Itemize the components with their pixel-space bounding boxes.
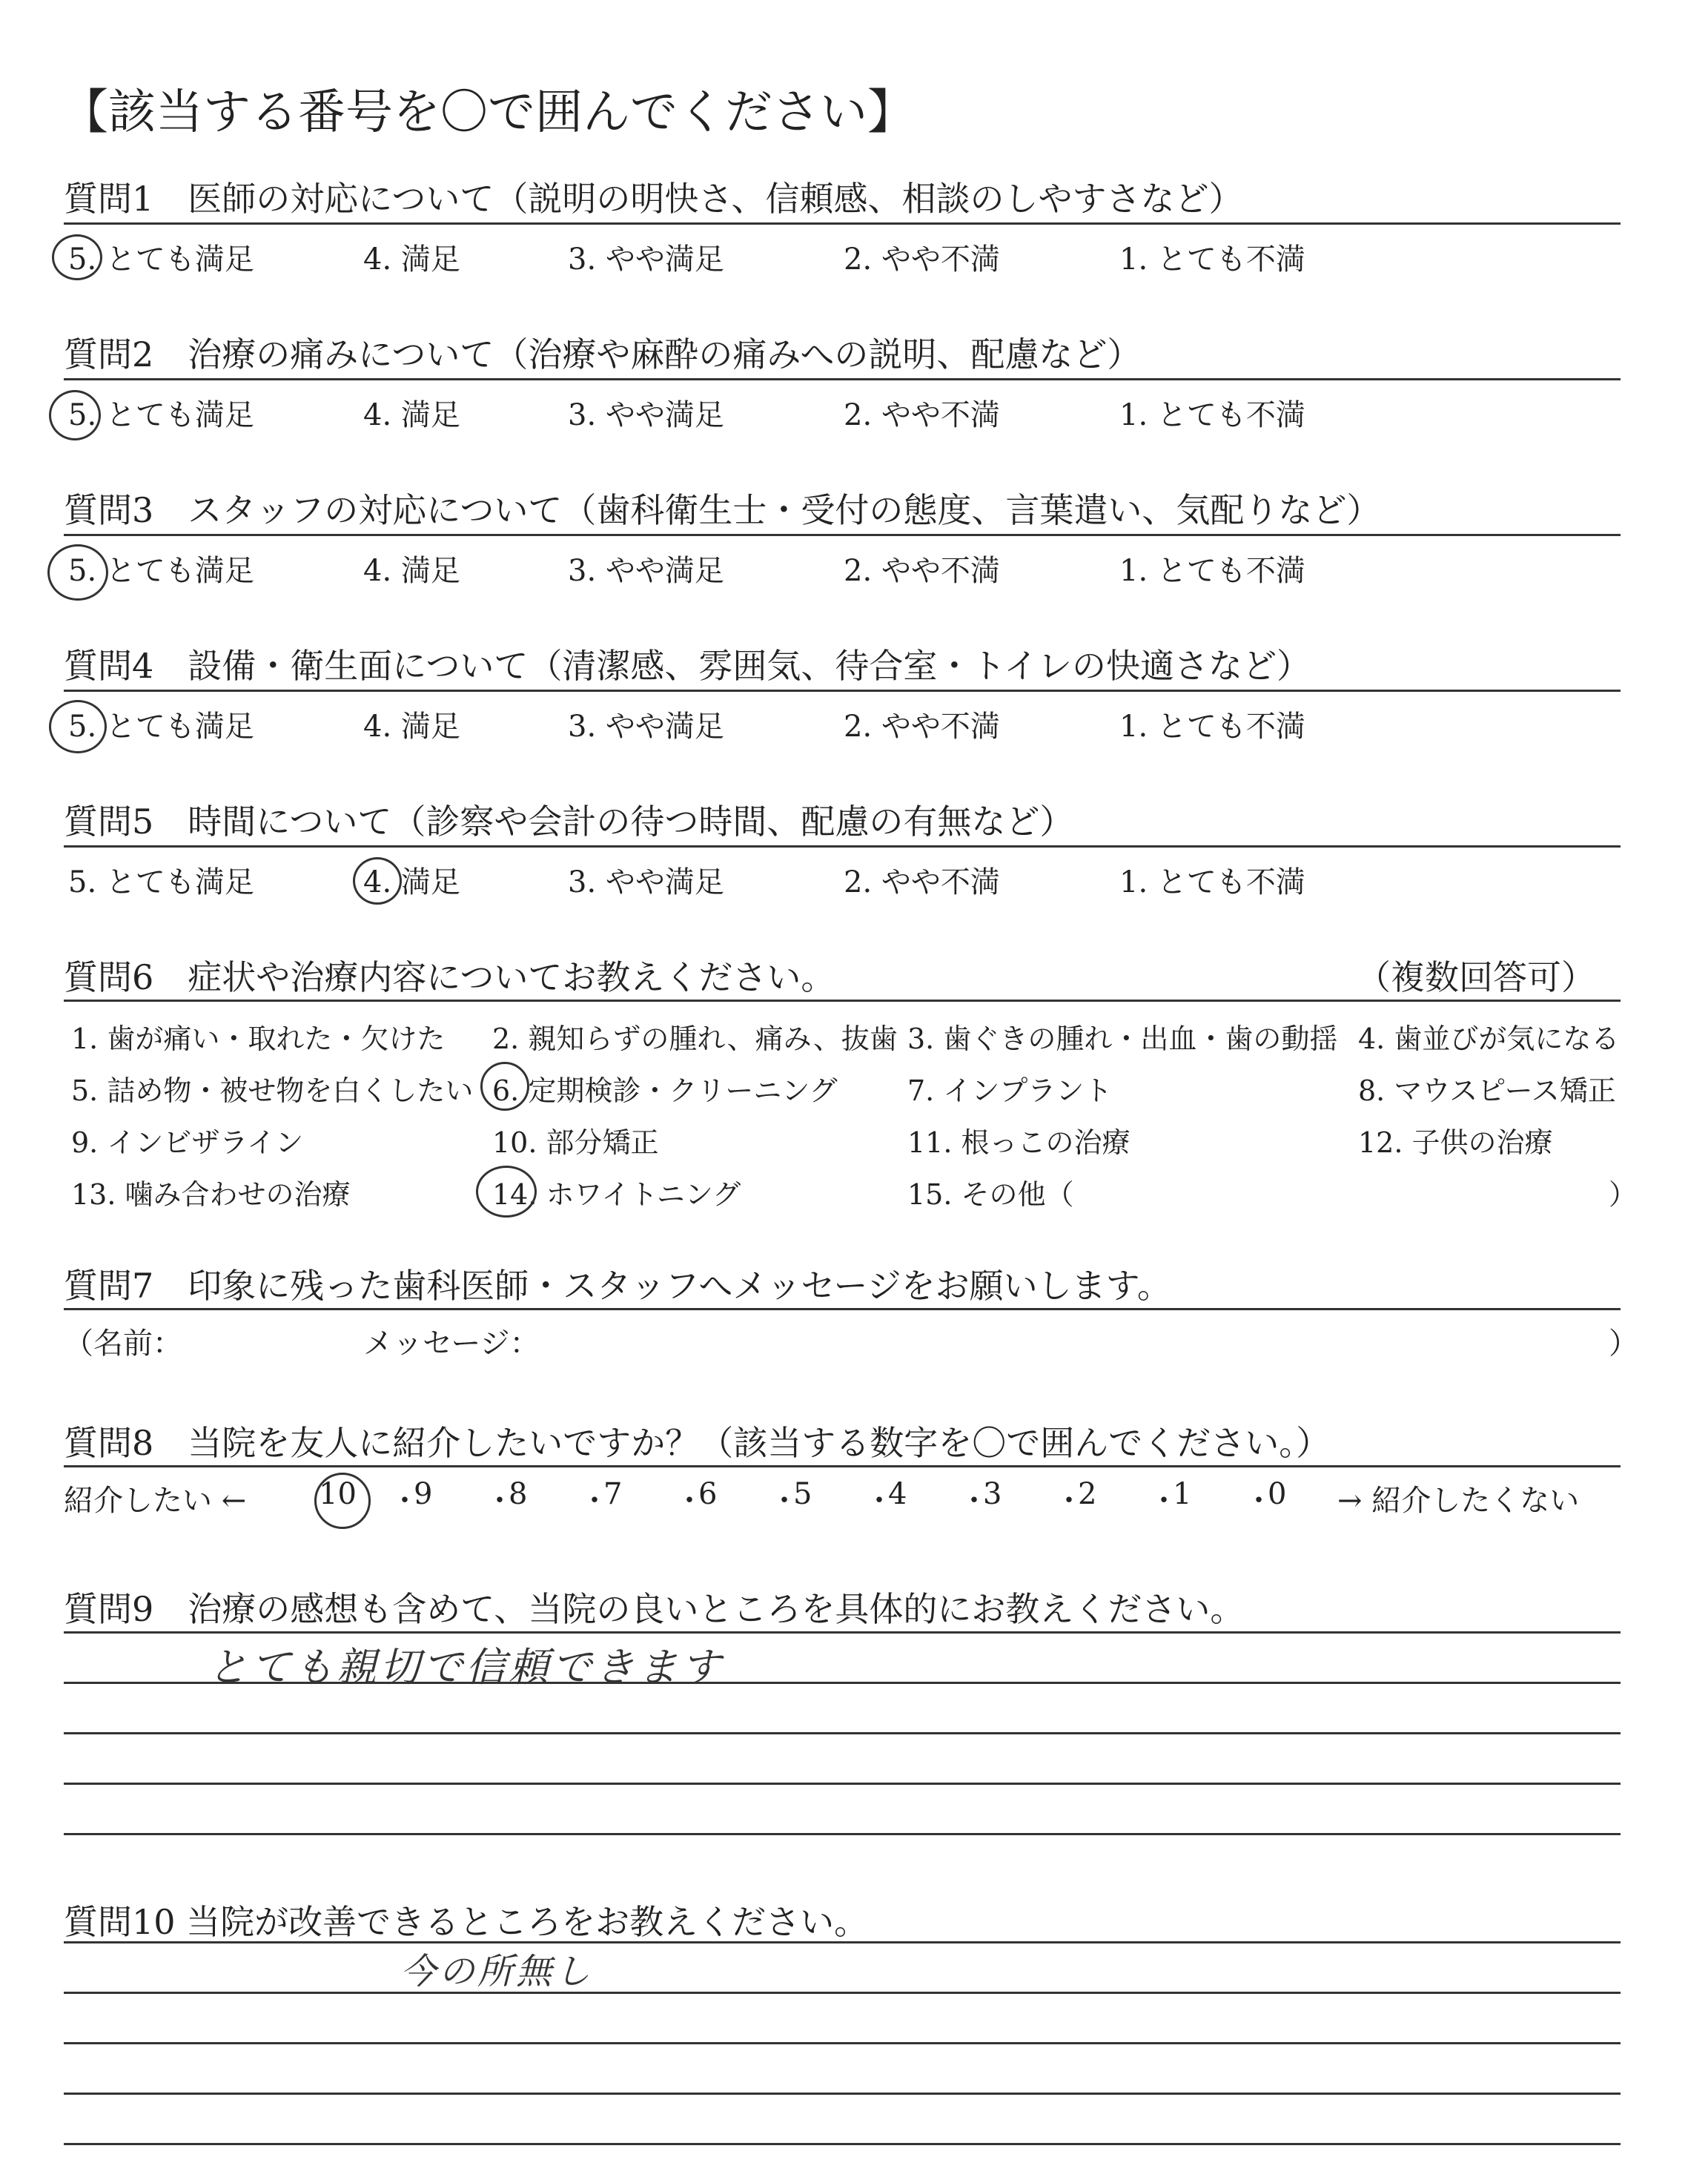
q6-note: （複数回答可） <box>1357 957 1595 997</box>
q6-option-12[interactable]: 12. 子供の治療 <box>1358 1126 1553 1159</box>
q9-rule-2 <box>64 1682 1621 1684</box>
q8-scale-0[interactable]: 0 <box>1268 1477 1287 1511</box>
q8-scale-separator: ・ <box>1149 1484 1179 1518</box>
q4-rule <box>64 690 1621 692</box>
q8-scale-separator: ・ <box>675 1484 704 1518</box>
q6-rule <box>64 1000 1621 1002</box>
q9-rule-5 <box>64 1833 1621 1835</box>
q8-right-label: → 紹介したくない <box>1337 1484 1580 1518</box>
q2-option-1[interactable]: 1. とても不満 <box>1119 398 1305 432</box>
q5-option-1[interactable]: 1. とても不満 <box>1119 865 1305 899</box>
q5-selection-circle <box>353 857 402 905</box>
q7-rule <box>64 1308 1621 1310</box>
q1-rule <box>64 222 1621 225</box>
q5-option-5[interactable]: 5. とても満足 <box>68 865 254 899</box>
q3-option-3[interactable]: 3. やや満足 <box>568 554 724 588</box>
q2-selection-circle <box>49 390 101 440</box>
q8-scale-3[interactable]: 3 <box>983 1477 1002 1511</box>
q7-name-label: （名前： <box>64 1327 182 1361</box>
q1-option-3[interactable]: 3. やや満足 <box>568 242 724 277</box>
q5-option-4[interactable]: 4. 満足 <box>363 865 460 899</box>
q10-rule-2 <box>64 1992 1621 1994</box>
q1-option-4[interactable]: 4. 満足 <box>363 242 460 277</box>
q6-selection-circle-6 <box>480 1062 529 1111</box>
q2-rule <box>64 378 1621 380</box>
page-heading: 【該当する番号を〇で囲んでください】 <box>61 85 915 140</box>
q9-rule-1 <box>64 1631 1621 1634</box>
q6-option-9[interactable]: 9. インビザライン <box>71 1126 304 1159</box>
q10-title: 質問10 当院が改善できるところをお教えください。 <box>64 1902 869 1942</box>
q5-option-2[interactable]: 2. やや不満 <box>844 865 1000 899</box>
q4-selection-circle <box>49 700 107 753</box>
q1-title: 質問1 医師の対応について（説明の明快さ、信頼感、相談のしやすさなど） <box>64 179 1243 219</box>
q8-scale-separator: ・ <box>485 1484 514 1518</box>
q8-left-label: 紹介したい ← <box>64 1484 247 1518</box>
q7-title: 質問7 印象に残った歯科医師・スタッフへメッセージをお願いします。 <box>64 1266 1171 1306</box>
q8-rule <box>64 1465 1621 1467</box>
q8-scale-separator: ・ <box>864 1484 894 1518</box>
q8-selection-circle <box>314 1473 371 1529</box>
q3-option-2[interactable]: 2. やや不満 <box>844 554 1000 588</box>
q10-answer[interactable]: 今の所無し <box>400 1951 594 1992</box>
q3-selection-circle <box>47 544 108 601</box>
q9-title: 質問9 治療の感想も含めて、当院の良いところを具体的にお教えください。 <box>64 1589 1245 1629</box>
q3-title: 質問3 スタッフの対応について（歯科衛生士・受付の態度、言葉遣い、気配りなど） <box>64 490 1381 530</box>
q10-rule-3 <box>64 2042 1621 2044</box>
q6-option-5[interactable]: 5. 詰め物・被せ物を白くしたい <box>71 1074 474 1107</box>
q8-scale-5[interactable]: 5 <box>793 1477 812 1511</box>
q8-scale-separator: ・ <box>1244 1484 1274 1518</box>
q4-option-2[interactable]: 2. やや不満 <box>844 710 1000 744</box>
q4-option-3[interactable]: 3. やや満足 <box>568 710 724 744</box>
q2-option-5[interactable]: 5. とても満足 <box>68 398 254 432</box>
q8-scale-separator: ・ <box>959 1484 989 1518</box>
q4-option-4[interactable]: 4. 満足 <box>363 710 460 744</box>
q2-option-4[interactable]: 4. 満足 <box>363 398 460 432</box>
q6-option-13[interactable]: 13. 噛み合わせの治療 <box>71 1178 351 1211</box>
q8-scale-4[interactable]: 4 <box>888 1477 907 1511</box>
q6-option-11[interactable]: 11. 根っこの治療 <box>907 1126 1131 1159</box>
q9-answer[interactable]: とても親切で信頼できます <box>208 1644 724 1691</box>
q9-rule-3 <box>64 1732 1621 1734</box>
q10-rule-1 <box>64 1941 1621 1943</box>
q6-title: 質問6 症状や治療内容についてお教えください。 <box>64 957 835 997</box>
q8-scale-separator: ・ <box>390 1484 420 1518</box>
q5-option-3[interactable]: 3. やや満足 <box>568 865 724 899</box>
q4-title: 質問4 設備・衛生面について（清潔感、雰囲気、待合室・トイレの快適さなど） <box>64 646 1311 686</box>
q6-selection-circle-14 <box>476 1166 537 1218</box>
q3-option-4[interactable]: 4. 満足 <box>363 554 460 588</box>
q6-option-15[interactable]: 15. その他（ <box>907 1178 1074 1211</box>
q8-scale-1[interactable]: 1 <box>1173 1477 1192 1511</box>
q8-scale-10[interactable]: 10 <box>319 1477 357 1511</box>
q8-scale-separator: ・ <box>580 1484 609 1518</box>
q8-scale-9[interactable]: 9 <box>414 1477 433 1511</box>
q4-option-5[interactable]: 5. とても満足 <box>68 710 254 744</box>
q6-option-1[interactable]: 1. 歯が痛い・取れた・欠けた <box>71 1023 446 1055</box>
q8-title: 質問8 当院を友人に紹介したいですか？（該当する数字を〇で囲んでください。） <box>64 1423 1331 1463</box>
q9-rule-4 <box>64 1783 1621 1785</box>
q2-option-2[interactable]: 2. やや不満 <box>844 398 1000 432</box>
q6-option-7[interactable]: 7. インプラント <box>907 1074 1113 1107</box>
q1-option-2[interactable]: 2. やや不満 <box>844 242 1000 277</box>
q3-rule <box>64 534 1621 536</box>
q7-close-paren: ） <box>1609 1327 1638 1361</box>
q10-rule-5 <box>64 2143 1621 2145</box>
q5-title: 質問5 時間について（診察や会計の待つ時間、配慮の有無など） <box>64 802 1074 842</box>
q1-selection-circle <box>52 234 102 280</box>
q7-message-label: メッセージ： <box>363 1327 540 1361</box>
q4-option-1[interactable]: 1. とても不満 <box>1119 710 1305 744</box>
q6-option-4[interactable]: 4. 歯並びが気になる <box>1358 1023 1620 1055</box>
q10-rule-4 <box>64 2093 1621 2095</box>
q6-option-14[interactable]: 14. ホワイトニング <box>492 1178 741 1211</box>
q1-option-1[interactable]: 1. とても不満 <box>1119 242 1305 277</box>
q5-rule <box>64 845 1621 848</box>
q6-option-2[interactable]: 2. 親知らずの腫れ、痛み、抜歯 <box>492 1023 898 1055</box>
q2-title: 質問2 治療の痛みについて（治療や麻酔の痛みへの説明、配慮など） <box>64 334 1142 374</box>
q8-scale-7[interactable]: 7 <box>603 1477 623 1511</box>
q1-option-5[interactable]: 5. とても満足 <box>68 242 254 277</box>
q6-option-10[interactable]: 10. 部分矯正 <box>492 1126 659 1159</box>
q3-option-5[interactable]: 5. とても満足 <box>68 554 254 588</box>
q6-option-15-close: ） <box>1609 1178 1638 1211</box>
q6-option-8[interactable]: 8. マウスピース矯正 <box>1358 1074 1616 1107</box>
q6-option-6[interactable]: 6. 定期検診・クリーニング <box>492 1074 838 1107</box>
q6-option-3[interactable]: 3. 歯ぐきの腫れ・出血・歯の動揺 <box>907 1023 1338 1055</box>
q8-scale-6[interactable]: 6 <box>698 1477 718 1511</box>
q2-option-3[interactable]: 3. やや満足 <box>568 398 724 432</box>
q8-scale-separator: ・ <box>769 1484 799 1518</box>
q3-option-1[interactable]: 1. とても不満 <box>1119 554 1305 588</box>
q8-scale-2[interactable]: 2 <box>1078 1477 1097 1511</box>
q8-scale-separator: ・ <box>1054 1484 1084 1518</box>
q8-scale-8[interactable]: 8 <box>509 1477 528 1511</box>
